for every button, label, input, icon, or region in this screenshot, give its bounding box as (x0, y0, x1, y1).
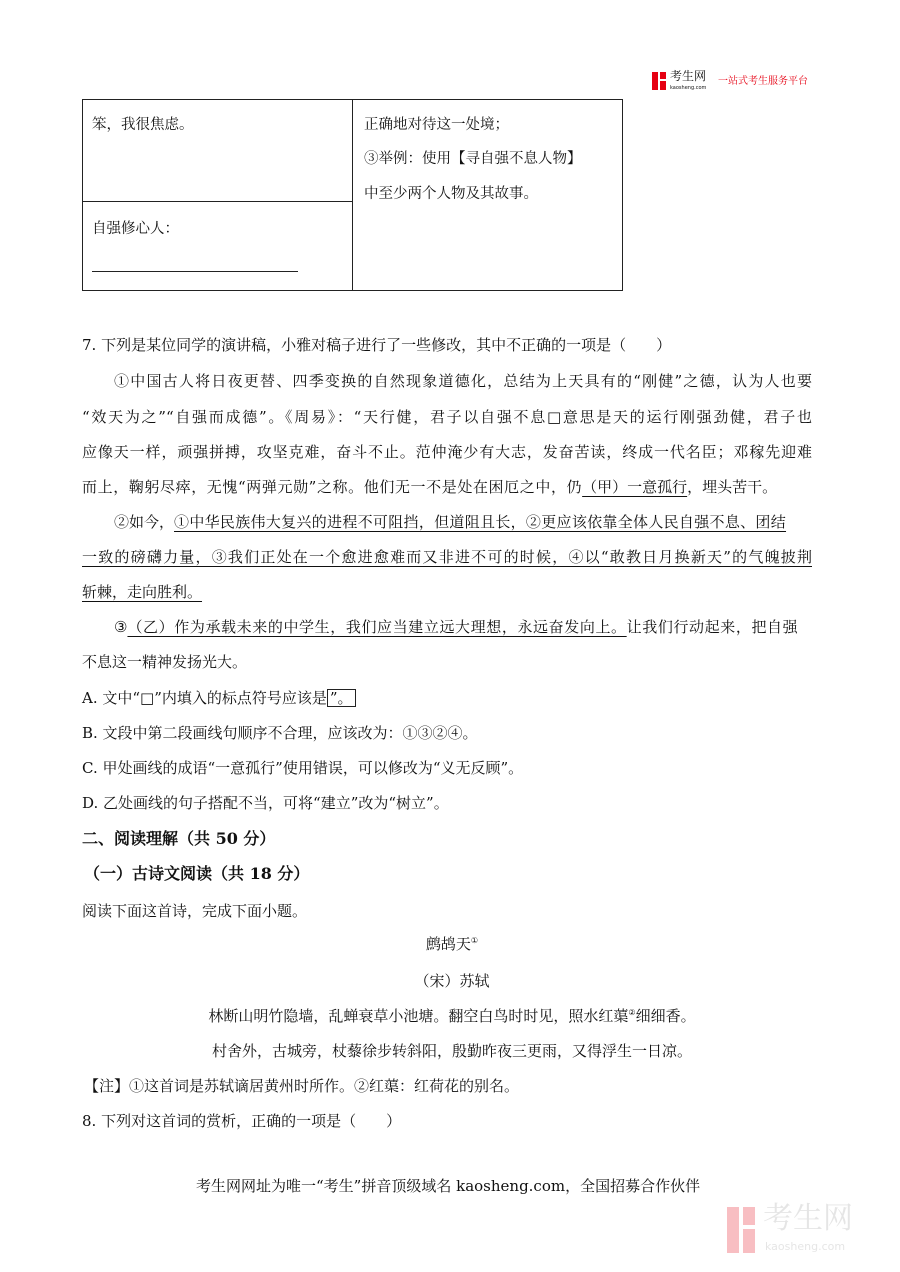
poem-line-2: 村舍外，古城旁，杖藜徐步转斜阳，殷勤昨夜三更雨，又得浮生一日凉。 (211, 1042, 692, 1060)
text: 而上，鞠躬尽瘁，无愧“两弹元勋”之称。他们无一不是处在困厄之中，仍 (82, 478, 583, 496)
watermark (727, 1203, 897, 1257)
option-c[interactable]: C. 甲处画线的成语“一意孤行”使用错误，可以修改为“义无反顾”。 (82, 759, 524, 777)
text: 让我们行动起来，把自强 (626, 618, 799, 636)
option-a-text: A. 文中“□”内填入的标点符号应该是 (82, 689, 327, 707)
table-divider-vertical (352, 100, 353, 290)
text: 林断山明竹隐墙，乱蝉衰草小池塘。翻空白鸟时时见，照水红蕖 (208, 1007, 629, 1025)
poem-author: （宋）苏轼 (414, 972, 490, 990)
logo-slogan: 一站式考生服务平台 (718, 76, 808, 87)
table-cell-right-line-2: ③举例：使用【寻自强不息人物】 (364, 151, 582, 167)
logo-sub: kaosheng.com (670, 85, 707, 91)
answer-blank-line[interactable] (92, 271, 298, 272)
underlined-sentences: ①中华民族伟大复兴的进程不可阻挡，但道阻且长，②更应该依靠全体人民自强不息、团结 (174, 513, 787, 531)
underlined-sentences: 斩棘，走向胜利。 (82, 583, 203, 601)
q7-stem: 7. 下列是某位同学的演讲稿，小雅对稿子进行了一些修改，其中不正确的一项是（ ） (82, 336, 672, 354)
q7-p1-line-4 (82, 477, 812, 497)
table-cell-right-line-3: 中至少两个人物及其故事。 (364, 186, 538, 202)
underlined-yi: （乙）作为承载未来的中学生，我们应当建立远大理想，永远奋发向上。 (127, 618, 627, 636)
footer-text: 考生网网址为唯一“考生”拼音顶级域名 kaosheng.com，全国招募合作伙伴 (196, 1177, 701, 1195)
section-instruction: 阅读下面这首诗，完成下面小题。 (82, 902, 308, 920)
q7-p1-line-3: 应像天一样，顽强拼搏，攻坚克难，奋斗不止。范仲淹少有大志，发奋苦读，终成一代名臣；邓稼先迎难 (82, 443, 812, 461)
footnote-mark: ① (470, 936, 479, 945)
watermark-logo-icon (727, 1207, 757, 1253)
section-title: 二、阅读理解（共 50 分） (82, 829, 276, 848)
option-b[interactable]: B. 文段中第二段画线句顺序不合理，应该改为：①③②④。 (82, 724, 478, 742)
table-cell-left-top: 笨，我很焦虑。 (92, 117, 194, 133)
logo-text: 考生网 (670, 69, 707, 83)
text: 细细香。 (635, 1007, 696, 1025)
text: ③ (114, 618, 128, 636)
kaosheng-logo-icon (652, 72, 668, 90)
section-subtitle: （一）古诗文阅读（共 18 分） (84, 864, 310, 883)
q7-p3-line-2: 不息这一精神发扬光大。 (82, 653, 248, 671)
watermark-sub: kaosheng.com (765, 1240, 846, 1253)
poem-title (82, 934, 822, 954)
footnote-mark: ② (628, 1008, 636, 1017)
q7-p1-line-2: “效天为之”“自强而成德”。《周易》：“天行健，君子以自强不息□意思是天的运行刚强劲健，君子也 (82, 408, 812, 426)
table-cell-left-bottom-label: 自强修心人： (92, 221, 179, 237)
underlined-jia: （甲）一意孤行 (582, 478, 688, 496)
q7-p3-line-1 (114, 617, 812, 637)
q8-stem: 8. 下列对这首词的赏析，正确的一项是（ ） (82, 1112, 402, 1130)
header-logo (652, 70, 822, 94)
answer-table (82, 99, 623, 291)
option-a-boxed-punctuation: ”。 (327, 689, 356, 707)
option-d[interactable]: D. 乙处画线的句子搭配不当，可将“建立”改为“树立”。 (82, 794, 449, 812)
option-a[interactable] (82, 688, 812, 708)
poem-notes: 【注】①这首词是苏轼谪居黄州时所作。②红蕖：红荷花的别名。 (84, 1077, 520, 1095)
poem-line-1 (82, 1006, 822, 1026)
q7-p2-line-2: 一致的磅礴力量，③我们正处在一个愈进愈难而又非进不可的时候，④以“敢教日月换新天”的气魄披荆 (82, 548, 812, 566)
text: ，埋头苦干。 (687, 478, 778, 496)
text: ②如今， (114, 513, 175, 531)
q7-p1-line-1: ①中国古人将日夜更替、四季变换的自然现象道德化，总结为上天具有的“刚健”之德，认为人也要 (114, 372, 812, 390)
table-divider-horizontal (83, 201, 352, 202)
poem-title-text: 鹧鸪天 (425, 935, 471, 953)
q7-p2-line-1 (114, 512, 812, 532)
watermark-text: 考生网 (763, 1201, 853, 1236)
table-cell-right-line-1: 正确地对待这一处境； (364, 117, 509, 133)
q7-p2-line-3 (82, 582, 812, 602)
